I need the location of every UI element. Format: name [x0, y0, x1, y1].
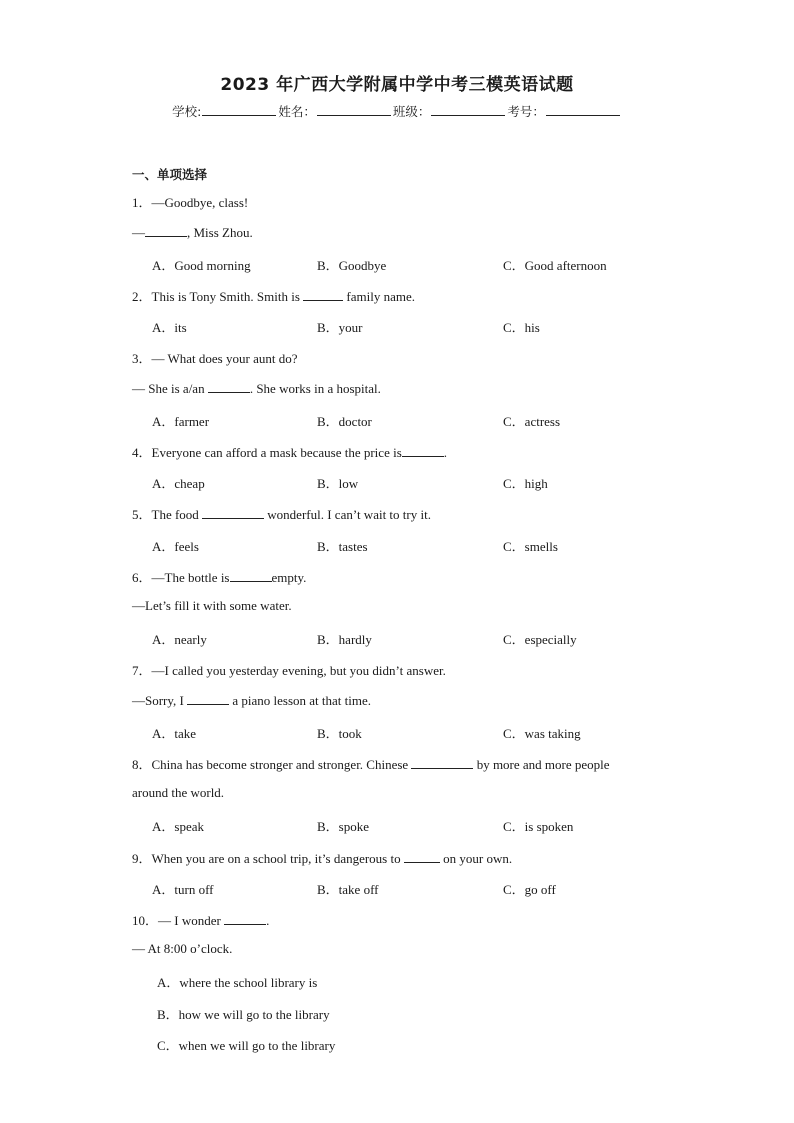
- question-6-stem: 6．—The bottle is empty.: [132, 570, 307, 585]
- question-8-stem: 8．China has become stronger and stronger. Chinese by more and more people: [132, 757, 610, 772]
- question-1-option-a[interactable]: A．Good morning: [152, 258, 251, 273]
- question-10-option-b[interactable]: B．how we will go to the library: [157, 1007, 330, 1022]
- answer-blank: [224, 912, 266, 925]
- answer-blank: [411, 756, 473, 769]
- school-label: 学校:: [172, 104, 202, 119]
- question-1-reply: — , Miss Zhou.: [132, 225, 253, 240]
- answer-blank: [208, 380, 250, 393]
- exam-title: 2023 年广西大学附属中学中考三模英语试题: [220, 75, 574, 95]
- answer-blank: [303, 288, 343, 301]
- question-2-option-c[interactable]: C．his: [503, 320, 540, 335]
- question-7-reply: —Sorry, I a piano lesson at that time.: [132, 693, 372, 708]
- answer-blank: [230, 569, 272, 582]
- class-label: 班级：: [392, 104, 431, 119]
- question-8-option-a[interactable]: A．speak: [152, 819, 204, 834]
- question-10-reply: — At 8:00 o’clock.: [132, 941, 233, 956]
- name-label: 姓名：: [278, 104, 316, 119]
- question-8-option-c[interactable]: C．is spoken: [503, 819, 574, 834]
- question-2-stem: 2．This is Tony Smith. Smith is family name.: [132, 289, 415, 304]
- answer-blank: [145, 224, 187, 237]
- question-6-reply: —Let’s fill it with some water.: [132, 598, 292, 613]
- question-9-stem: 9．When you are on a school trip, it’s dangerous to on your own.: [132, 851, 513, 866]
- question-3-stem: 3．— What does your aunt do?: [132, 351, 298, 366]
- question-7-option-b[interactable]: B．took: [317, 726, 362, 741]
- answer-blank: [202, 506, 264, 519]
- question-4-stem: 4．Everyone can afford a mask because the price is .: [132, 445, 448, 460]
- class-blank[interactable]: [431, 103, 505, 116]
- student-info-line: [0, 102, 794, 120]
- question-8-option-b[interactable]: B．spoke: [317, 819, 370, 834]
- question-6-option-c[interactable]: C．especially: [503, 632, 577, 647]
- question-8-stem-continued: around the world.: [132, 785, 225, 800]
- number-label: 考号：: [507, 104, 545, 119]
- question-1-option-c[interactable]: C．Good afternoon: [503, 258, 607, 273]
- question-5-stem: 5．The food wonderful. I can’t wait to try it.: [132, 507, 431, 522]
- question-7-stem: 7．—I called you yesterday evening, but you didn’t answer.: [132, 663, 446, 678]
- question-4-option-c[interactable]: C．high: [503, 476, 548, 491]
- question-3-reply: — She is a/an . She works in a hospital.: [132, 381, 381, 396]
- question-4-option-b[interactable]: B．low: [317, 476, 359, 491]
- question-2-option-b[interactable]: B．your: [317, 320, 363, 335]
- question-9-option-c[interactable]: C．go off: [503, 882, 556, 897]
- section-title: 一、单项选择: [132, 167, 208, 182]
- question-9-option-a[interactable]: A．turn off: [152, 882, 214, 897]
- question-3-option-b[interactable]: B．doctor: [317, 414, 372, 429]
- question-7-option-a[interactable]: A．take: [152, 726, 197, 741]
- question-1-option-b[interactable]: B．Goodbye: [317, 258, 387, 273]
- question-5-option-a[interactable]: A．feels: [152, 539, 199, 554]
- question-3-option-c[interactable]: C．actress: [503, 414, 561, 429]
- question-6-option-a[interactable]: A．nearly: [152, 632, 207, 647]
- question-7-option-c[interactable]: C．was taking: [503, 726, 581, 741]
- question-10-option-c[interactable]: C．when we will go to the library: [157, 1038, 336, 1053]
- question-9-option-b[interactable]: B．take off: [317, 882, 379, 897]
- question-6-option-b[interactable]: B．hardly: [317, 632, 372, 647]
- question-4-option-a[interactable]: A．cheap: [152, 476, 205, 491]
- answer-blank: [404, 850, 440, 863]
- number-blank[interactable]: [546, 103, 620, 116]
- question-3-option-a[interactable]: A．farmer: [152, 414, 210, 429]
- name-blank[interactable]: [317, 103, 391, 116]
- question-5-option-b[interactable]: B．tastes: [317, 539, 368, 554]
- school-blank[interactable]: [202, 103, 276, 116]
- question-10-stem: 10．— I wonder .: [132, 913, 270, 928]
- question-10-option-a[interactable]: A．where the school library is: [157, 975, 318, 990]
- question-2-option-a[interactable]: A．its: [152, 320, 187, 335]
- question-1-stem: 1．—Goodbye, class!: [132, 195, 249, 210]
- question-5-option-c[interactable]: C．smells: [503, 539, 558, 554]
- answer-blank: [187, 692, 229, 705]
- answer-blank: [402, 444, 444, 457]
